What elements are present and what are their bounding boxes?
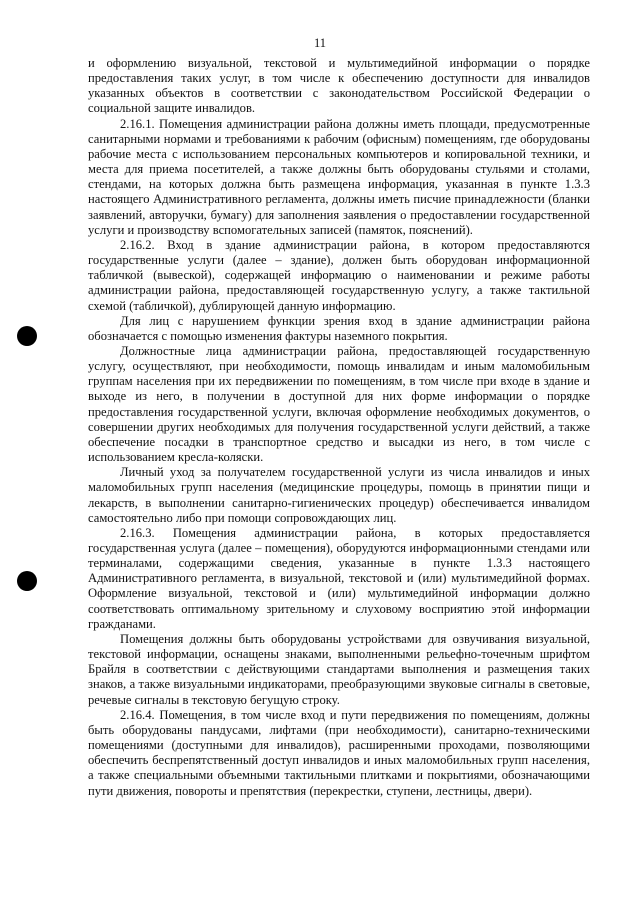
punch-hole xyxy=(17,326,37,346)
paragraph-2-16-3: 2.16.3. Помещения администрации района, в которых предоставляется государственная услуга (далее – помещения), оборудуются информационными стендами или терминалами, содержащими сведения, указанные в пункте 1.3.3 настоящего Административного регламента, в визуальной, текстовой и (или) мультимедийной формах. Оформление визуальной, текстовой и (или) мультимедийной информации должно соответствовать оптимальному зрительному и слуховому восприятию этой информации гражданами. xyxy=(88,525,590,631)
punch-hole xyxy=(17,571,37,591)
document-body xyxy=(88,56,590,799)
paragraph-continuation: и оформлению визуальной, текстовой и мультимедийной информации о порядке предоставления таких услуг, в том числе к обеспечению доступности для инвалидов указанных объектов в соответствии с законодательством Российской Федерации о социальной защите инвалидов. xyxy=(88,56,590,116)
paragraph-2-16-4: 2.16.4. Помещения, в том числе вход и пути передвижения по помещениям, должны быть оборудованы пандусами, лифтами (при необходимости), санитарно-техническими помещениями (доступными для инвалидов), расширенными проходами, позволяющими обеспечить беспрепятственный доступ инвалидов и иных маломобильных групп населения, а также специальными объемными тактильными плитками и покрытиями, обозначающими пути движения, повороты и препятствия (перекрестки, ступени, лестницы, двери). xyxy=(88,707,590,798)
page-number: 11 xyxy=(313,36,327,50)
paragraph-2-16-2: 2.16.2. Вход в здание администрации района, в котором предоставляются государственные услуги (далее – здание), должен быть оборудован информационной табличкой (вывеской), содержащей информацию о наименовании и режиме работы администрации района, предоставляющей государственную услугу, а также тактильной схемой (табличкой), дублирующей данную информацию. xyxy=(88,237,590,313)
paragraph-premises-equipment: Помещения должны быть оборудованы устройствами для озвучивания визуальной, текстовой информации, оснащены знаками, выполненными рельефно-точечным шрифтом Брайля в соответствии с действующими стандартами выполнения и размещения таких знаков, а также визуальными индикаторами, преобразующими звуковые сигналы в световые, речевые сигналы в текстовую бегущую строку. xyxy=(88,631,590,707)
paragraph-vision-impaired-entrance: Для лиц с нарушением функции зрения вход в здание администрации района обозначается с помощью изменения фактуры наземного покрытия. xyxy=(88,313,590,343)
paragraph-officials-assistance: Должностные лица администрации района, предоставляющей государственную услугу, осуществляют, при необходимости, помощь инвалидам и иным маломобильным группам населения при их передвижении по помещениям, в том числе при входе в здание и выходе из него, в получении в доступной для них форме информации о порядке предоставления государственной услуги, включая оформление необходимых документов, о совершении других необходимых для получения государственной услуги действий, а также обеспечение посадки в транспортное средство и высадки из него, в том числе с использованием кресла-коляски. xyxy=(88,343,590,465)
paragraph-personal-care: Личный уход за получателем государственной услуги из числа инвалидов и иных маломобильных групп населения (медицинские процедуры, помощь в принятии пищи и лекарств, в выполнении санитарно-гигиенических процедур) обеспечивается инвалидом самостоятельно либо при помощи сопровождающих лиц. xyxy=(88,465,590,525)
paragraph-2-16-1: 2.16.1. Помещения администрации района должны иметь площади, предусмотренные санитарными нормами и требованиями к рабочим (офисным) помещениям, где оборудованы рабочие места с использованием персональных компьютеров и копировальной техники, и места для приема посетителей, а также должны быть оборудованы стульями и столами, стендами, на которых должна быть размещена информация, указанная в пункте 1.3.3 настоящего Административного регламента, должны иметь писчие принадлежности (бланки заявлений, авторучки, бумагу) для заполнения заявления о предоставлении государственной услуги и производству вспомогательных записей (памяток, пояснений). xyxy=(88,116,590,237)
